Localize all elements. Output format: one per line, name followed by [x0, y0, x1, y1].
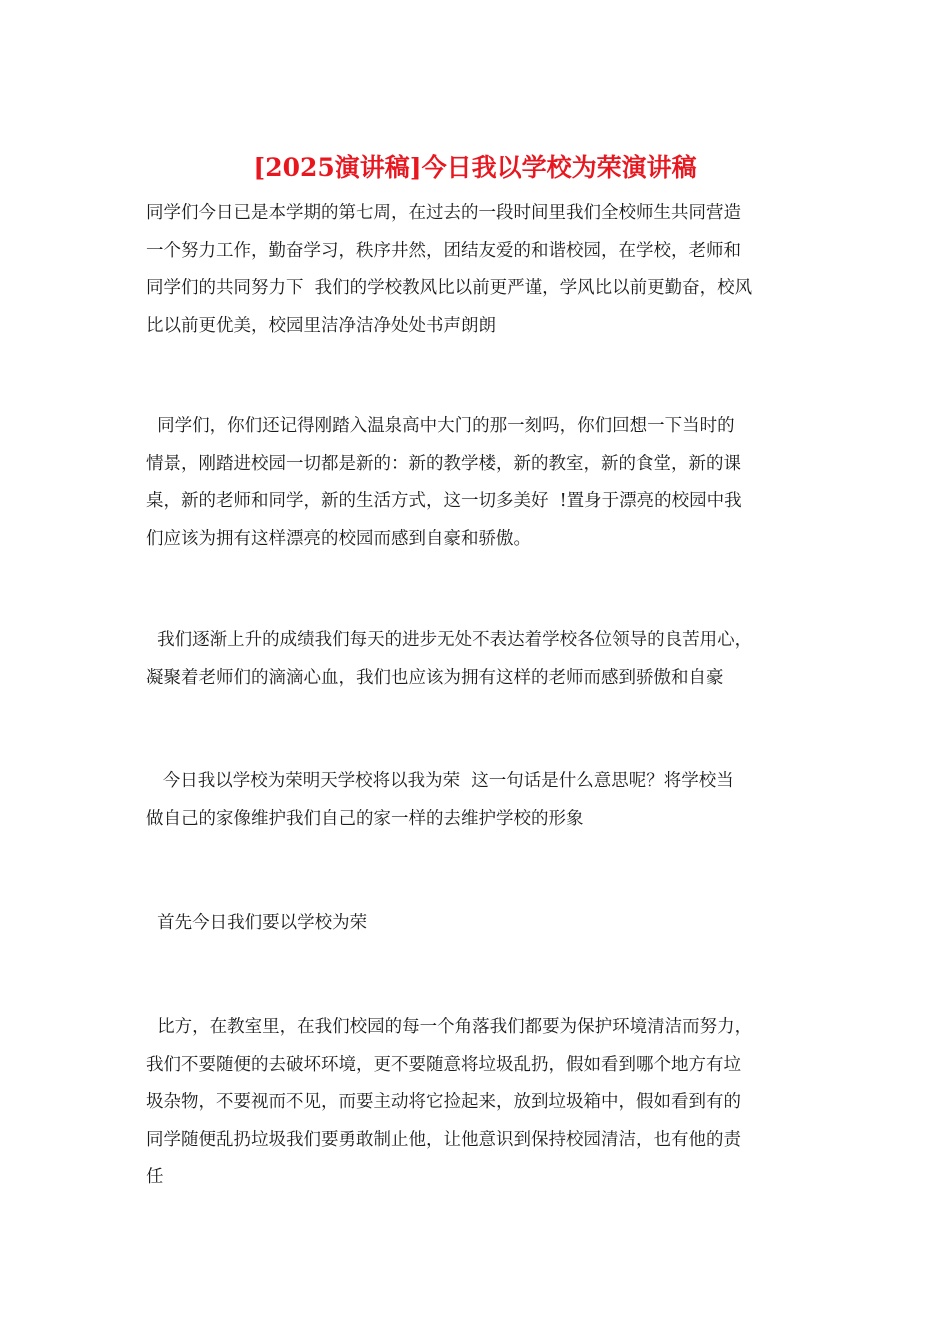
- document-title: [2025演讲稿]今日我以学校为荣演讲稿: [253, 153, 697, 182]
- text-line: 我们不要随便的去破坏环境，更不要随意将垃圾乱扔，假如看到哪个地方有垃: [146, 1054, 741, 1075]
- text-line: 同学们，你们还记得刚踏入温泉高中大门的那一刻吗，你们回想一下当时的: [146, 416, 735, 436]
- paragraph-4: [146, 763, 814, 838]
- text-line: 凝聚着老师们的滴滴心血，我们也应该为拥有这样的老师而感到骄傲和自豪: [146, 667, 724, 688]
- paragraph-5: [146, 905, 814, 943]
- text-line: 我们逐渐上升的成绩我们每天的进步无处不表达着学校各位领导的良苦用心，: [146, 630, 753, 650]
- text-line: 情景，刚踏进校园一切都是新的：新的教学楼，新的教室，新的食堂，新的课: [146, 453, 741, 474]
- text-line: 同学们的共同努力下 我们的学校教风比以前更严谨，学风比以前更勤奋，校风: [146, 278, 753, 298]
- paragraph-3: [146, 622, 814, 697]
- text-line: 做自己的家像维护我们自己的家一样的去维护学校的形象: [146, 808, 584, 829]
- text-line: 今日我以学校为荣明天学校将以我为荣 这一句话是什么意思呢？将学校当: [146, 771, 734, 791]
- text-line: 们应该为拥有这样漂亮的校园而感到自豪和骄傲。: [146, 528, 531, 549]
- text-line: 一个努力工作，勤奋学习，秩序井然，团结友爱的和谐校园，在学校，老师和: [146, 240, 741, 261]
- text-line: 同学随便乱扔垃圾我们要勇敢制止他，让他意识到保持校园清洁，也有他的责: [146, 1129, 741, 1150]
- text-line: 比方，在教室里，在我们校园的每一个角落我们都要为保护环境清洁而努力，: [146, 1017, 753, 1037]
- text-line: 比以前更优美，校园里洁净洁净处处书声朗朗: [146, 315, 496, 336]
- text-line: 首先今日我们要以学校为荣: [146, 913, 368, 933]
- paragraph-2: [146, 408, 814, 558]
- paragraph-1: [146, 195, 814, 345]
- paragraph-6: [146, 1009, 814, 1197]
- text-line: 同学们今日已是本学期的第七周，在过去的一段时间里我们全校师生共同营造: [146, 203, 741, 223]
- text-line: 任: [146, 1167, 164, 1187]
- text-line: 圾杂物，不要视而不见，而要主动将它捡起来，放到垃圾箱中，假如看到有的: [146, 1092, 741, 1112]
- text-line: 桌，新的老师和同学，新的生活方式，这一切多美好 !置身于漂亮的校园中我: [146, 491, 742, 511]
